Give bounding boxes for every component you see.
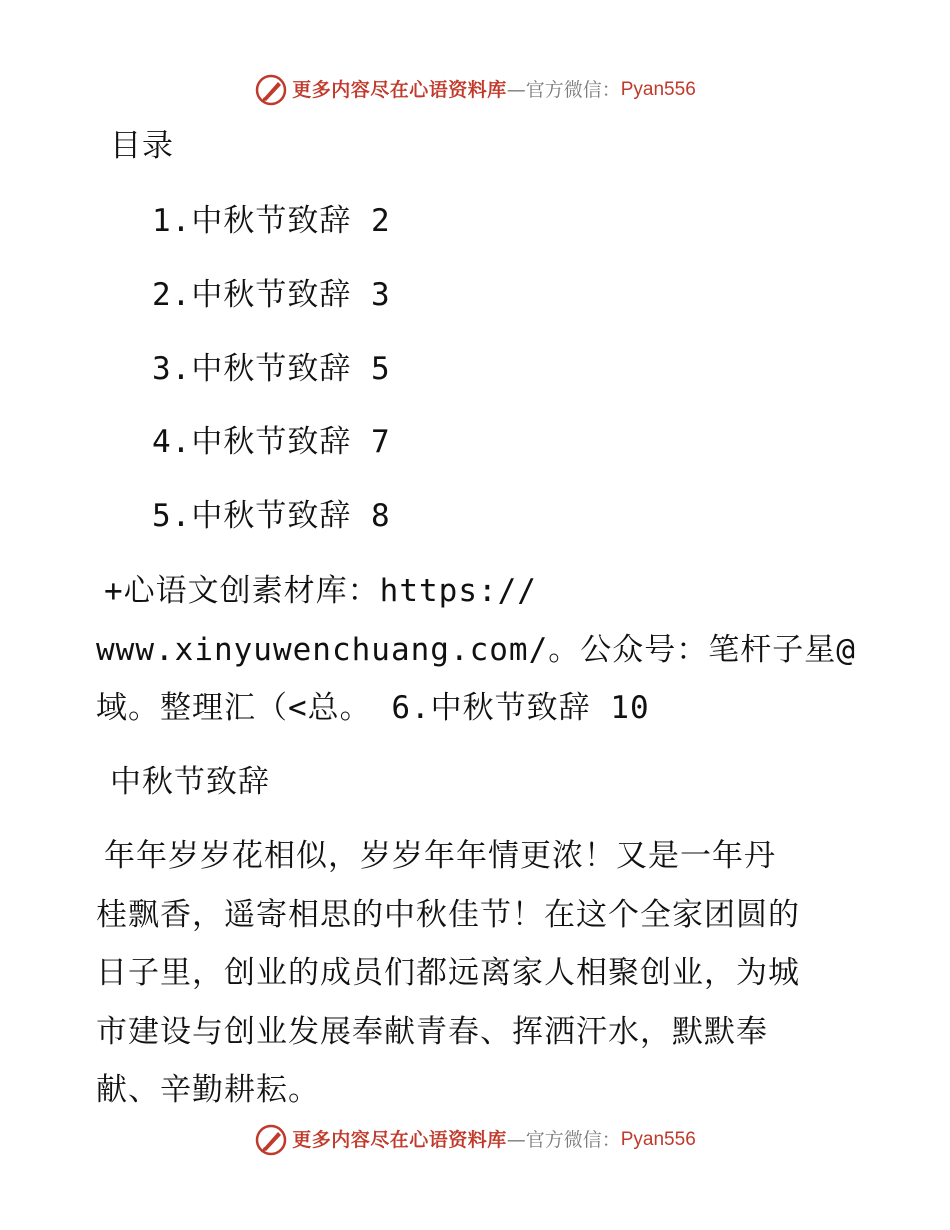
paragraph-line: 献、辛勤耕耘。 xyxy=(96,1072,320,1108)
paragraph-line: 日子里，创业的成员们都远离家人相聚创业，为城 xyxy=(96,955,800,991)
paragraph-line: 市建设与创业发展奉献青春、挥洒汗水，默默奉 xyxy=(96,1014,768,1050)
footer-watermark xyxy=(0,1120,950,1160)
toc-item: 1.中秋节致辞 2 xyxy=(152,203,391,239)
toc-item: 5.中秋节致辞 8 xyxy=(152,498,391,534)
toc-title: 目录 xyxy=(110,128,174,164)
quill-logo-icon xyxy=(254,1123,288,1157)
toc-item: 4.中秋节致辞 7 xyxy=(152,424,391,460)
toc-item: 3.中秋节致辞 5 xyxy=(152,351,391,387)
promo-line: 域。整理汇（<总。 6.中秋节致辞 10 xyxy=(96,690,650,726)
watermark-main-text: 更多内容尽在心语资料库 xyxy=(292,79,507,101)
section-heading: 中秋节致辞 xyxy=(110,764,270,800)
watermark-dash: — xyxy=(506,1129,526,1151)
watermark-sub-text: 官方微信： xyxy=(525,79,621,101)
toc-item: 2.中秋节致辞 3 xyxy=(152,277,391,313)
promo-line: www.xinyuwenchuang.com/。公众号：笔杆子星@ xyxy=(96,632,856,668)
watermark-sub-text: 官方微信： xyxy=(525,1129,621,1151)
promo-line: +心语文创素材库：https:// xyxy=(104,573,537,609)
watermark-dash: — xyxy=(506,79,526,101)
quill-logo-icon xyxy=(254,73,288,107)
watermark-main-text: 更多内容尽在心语资料库 xyxy=(292,1129,507,1151)
watermark-wechat-id: Pyan556 xyxy=(620,79,696,100)
header-watermark xyxy=(0,70,950,110)
paragraph-line: 桂飘香，遥寄相思的中秋佳节！在这个全家团圆的 xyxy=(96,897,800,933)
watermark-wechat-id: Pyan556 xyxy=(620,1129,696,1150)
paragraph-line: 年年岁岁花相似，岁岁年年情更浓！又是一年丹 xyxy=(104,838,776,874)
